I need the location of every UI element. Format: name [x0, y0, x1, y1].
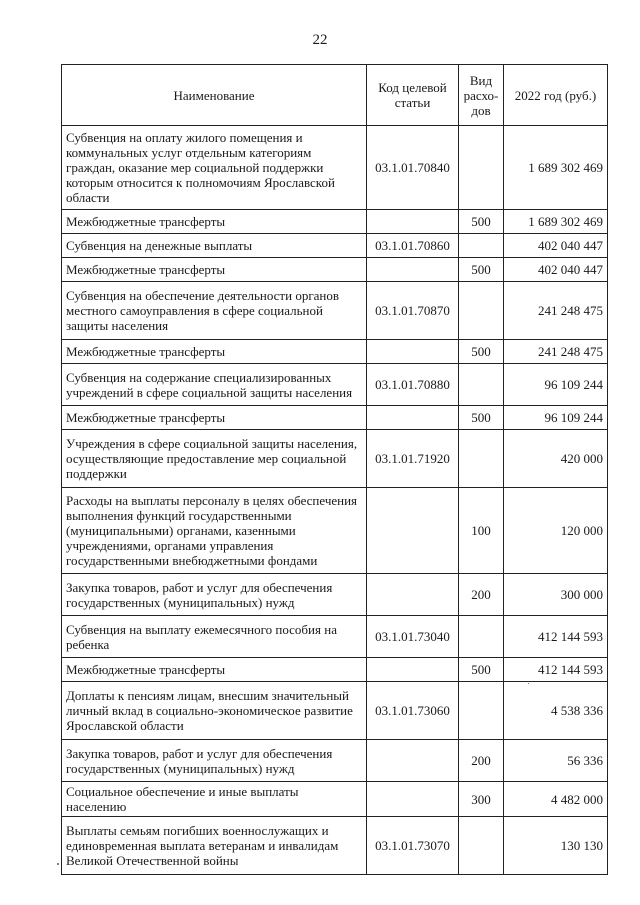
header-sum: 2022 год (руб.) [504, 65, 608, 126]
row-sum-cell: 412 144 593 [504, 616, 608, 658]
header-kind: Вид расхо-дов [459, 65, 504, 126]
row-kind-cell: 500 [459, 258, 504, 282]
row-kind-cell: 200 [459, 574, 504, 616]
row-kind-cell: 500 [459, 210, 504, 234]
scan-speck [528, 683, 529, 684]
row-sum-cell: 4 482 000 [504, 782, 608, 817]
row-name-cell: Закупка товаров, работ и услуг для обеспечения государственных (муниципальных) нужд [62, 574, 367, 616]
row-sum-cell: 412 144 593 [504, 658, 608, 682]
row-name-cell: Межбюджетные трансферты [62, 658, 367, 682]
row-sum-cell: 402 040 447 [504, 234, 608, 258]
row-code-cell [367, 740, 459, 782]
table-row [62, 406, 608, 430]
row-name-cell: Межбюджетные трансферты [62, 210, 367, 234]
row-code-cell [367, 782, 459, 817]
row-name-cell: Субвенция на денежные выплаты [62, 234, 367, 258]
row-sum-cell: 130 130 [504, 817, 608, 875]
row-kind-cell: 500 [459, 340, 504, 364]
row-sum-cell: 241 248 475 [504, 340, 608, 364]
row-code-cell [367, 658, 459, 682]
row-code-cell: 03.1.01.73060 [367, 682, 459, 740]
row-name-cell: Выплаты семьям погибших военнослужащих и единовременная выплата ветеранам и инвалидам Великой Отечественной войны [62, 817, 367, 875]
header-name: Наименование [62, 65, 367, 126]
row-kind-cell: 500 [459, 658, 504, 682]
table-body [62, 126, 608, 875]
row-name-cell: Доплаты к пенсиям лицам, внесшим значительный личный вклад в социально-экономическое развитие Ярославской области [62, 682, 367, 740]
row-sum-cell: 96 109 244 [504, 364, 608, 406]
table-row [62, 488, 608, 574]
row-sum-cell: 300 000 [504, 574, 608, 616]
table-row [62, 740, 608, 782]
table-row [62, 682, 608, 740]
table-row [62, 210, 608, 234]
row-code-cell [367, 210, 459, 234]
row-kind-cell [459, 126, 504, 210]
row-name-cell: Межбюджетные трансферты [62, 258, 367, 282]
row-code-cell: 03.1.01.70880 [367, 364, 459, 406]
row-code-cell: 03.1.01.70870 [367, 282, 459, 340]
row-code-cell: 03.1.01.70840 [367, 126, 459, 210]
row-name-cell: Учреждения в сфере социальной защиты населения, осуществляющие предоставление мер социальной поддержки [62, 430, 367, 488]
budget-table [61, 64, 608, 875]
row-kind-cell [459, 616, 504, 658]
table-row [62, 126, 608, 210]
table-row [62, 782, 608, 817]
row-name-cell: Субвенция на обеспечение деятельности органов местного самоуправления в сфере социальной защиты населения [62, 282, 367, 340]
row-code-cell: 03.1.01.70860 [367, 234, 459, 258]
table-row [62, 282, 608, 340]
table-header-row [62, 65, 608, 126]
row-name-cell: Субвенция на оплату жилого помещения и коммунальных услуг отдельным категориям граждан, оказание мер социальной поддержки которым относится к полномочиям Ярославской области [62, 126, 367, 210]
row-kind-cell [459, 234, 504, 258]
row-sum-cell: 4 538 336 [504, 682, 608, 740]
row-sum-cell: 241 248 475 [504, 282, 608, 340]
row-name-cell: Субвенция на содержание специализированных учреждений в сфере социальной защиты населения [62, 364, 367, 406]
row-kind-cell: 200 [459, 740, 504, 782]
row-sum-cell: 1 689 302 469 [504, 210, 608, 234]
row-code-cell: 03.1.01.73040 [367, 616, 459, 658]
row-code-cell [367, 340, 459, 364]
row-sum-cell: 96 109 244 [504, 406, 608, 430]
row-code-cell [367, 488, 459, 574]
row-code-cell [367, 574, 459, 616]
row-kind-cell: 300 [459, 782, 504, 817]
table-row [62, 340, 608, 364]
table-row [62, 658, 608, 682]
page-number: 22 [312, 32, 328, 48]
row-sum-cell: 420 000 [504, 430, 608, 488]
table-row [62, 817, 608, 875]
scan-speck [57, 863, 59, 865]
table-row [62, 574, 608, 616]
row-code-cell: 03.1.01.71920 [367, 430, 459, 488]
row-name-cell: Межбюджетные трансферты [62, 340, 367, 364]
row-name-cell: Социальное обеспечение и иные выплаты населению [62, 782, 367, 817]
row-name-cell: Межбюджетные трансферты [62, 406, 367, 430]
row-kind-cell [459, 817, 504, 875]
table-row [62, 364, 608, 406]
row-code-cell: 03.1.01.73070 [367, 817, 459, 875]
table-row [62, 616, 608, 658]
row-name-cell: Закупка товаров, работ и услуг для обеспечения государственных (муниципальных) нужд [62, 740, 367, 782]
row-sum-cell: 402 040 447 [504, 258, 608, 282]
row-kind-cell [459, 682, 504, 740]
row-kind-cell [459, 430, 504, 488]
row-kind-cell: 500 [459, 406, 504, 430]
table-row [62, 430, 608, 488]
header-code: Код целевой статьи [367, 65, 459, 126]
row-name-cell: Субвенция на выплату ежемесячного пособия на ребенка [62, 616, 367, 658]
row-kind-cell [459, 282, 504, 340]
row-kind-cell [459, 364, 504, 406]
row-name-cell: Расходы на выплаты персоналу в целях обеспечения выполнения функций государственными (муниципальными) органами, казенными учреждениями, органами управления государственными внебюджетными фондами [62, 488, 367, 574]
table-row [62, 258, 608, 282]
row-sum-cell: 120 000 [504, 488, 608, 574]
row-sum-cell: 56 336 [504, 740, 608, 782]
table-row [62, 234, 608, 258]
row-sum-cell: 1 689 302 469 [504, 126, 608, 210]
row-kind-cell: 100 [459, 488, 504, 574]
row-code-cell [367, 406, 459, 430]
row-code-cell [367, 258, 459, 282]
